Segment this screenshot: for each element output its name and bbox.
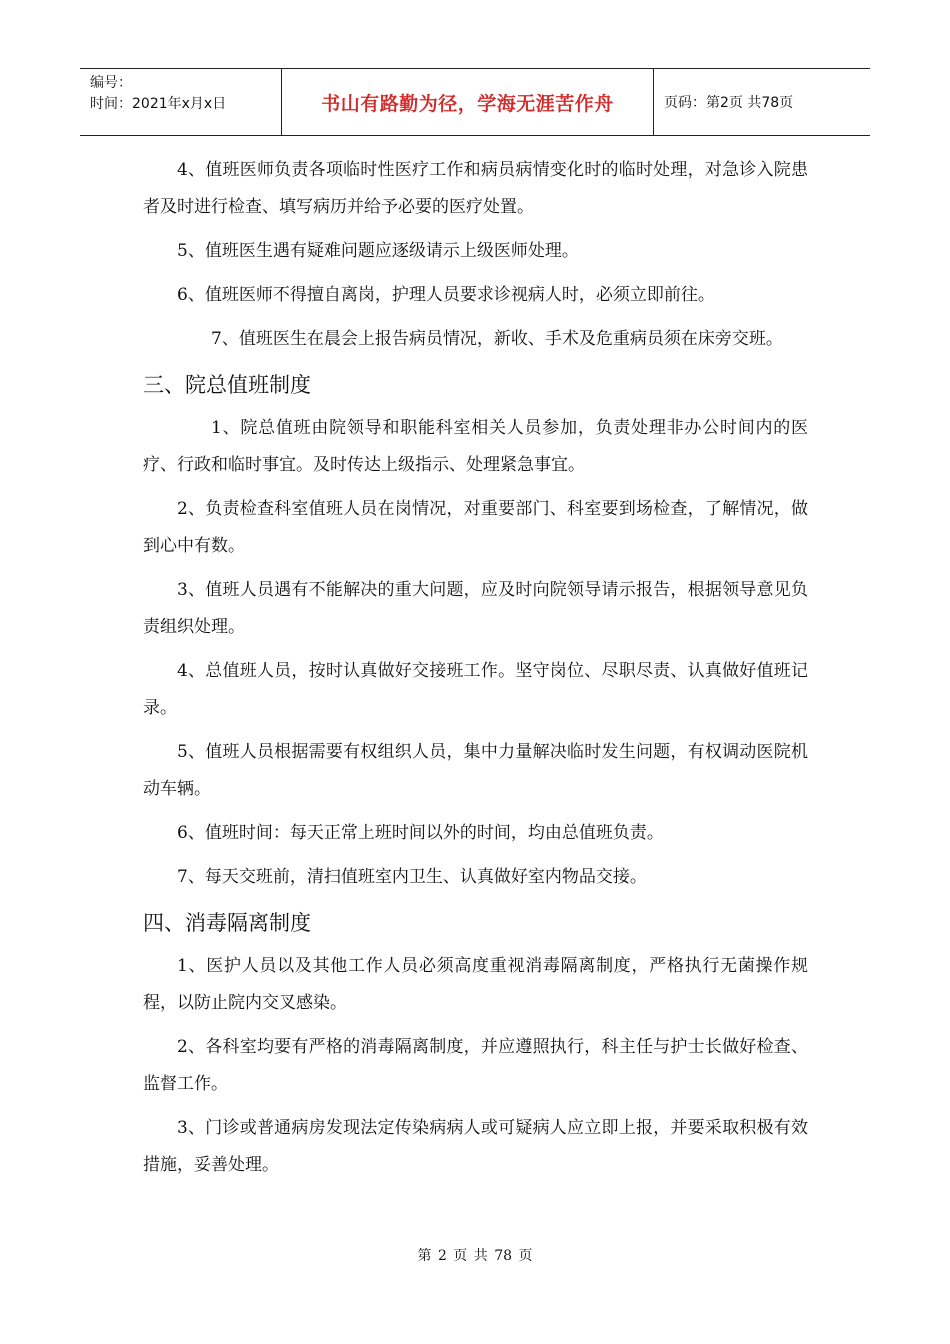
section-heading: 三、院总值班制度	[143, 373, 311, 397]
document-date: 时间：2021年x月x日	[90, 96, 227, 112]
document-body	[143, 152, 808, 1191]
paragraph: 5、值班医生遇有疑难问题应逐级请示上级医师处理。	[177, 241, 579, 261]
paragraph: 1、医护人员以及其他工作人员必须高度重视消毒隔离制度，严格执行无菌操作规程，以防止院内交叉感染。	[143, 956, 808, 1013]
paragraph: 6、值班时间：每天正常上班时间以外的时间，均由总值班负责。	[177, 823, 664, 843]
paragraph: 2、负责检查科室值班人员在岗情况，对重要部门、科室要到场检查，了解情况，做到心中有数。	[143, 499, 808, 556]
page-footer: 第 2 页 共 78 页	[417, 1248, 533, 1264]
paragraph: 4、总值班人员，按时认真做好交接班工作。坚守岗位、尽职尽责、认真做好值班记录。	[143, 661, 808, 718]
header-meta	[80, 69, 282, 135]
section-heading: 四、消毒隔离制度	[143, 911, 311, 935]
paragraph: 2、各科室均要有严格的消毒隔离制度，并应遵照执行，科主任与护士长做好检查、监督工作。	[143, 1037, 808, 1094]
paragraph: 7、每天交班前，清扫值班室内卫生、认真做好室内物品交接。	[177, 867, 647, 887]
page-header	[80, 68, 870, 136]
paragraph: 5、值班人员根据需要有权组织人员，集中力量解决临时发生问题，有权调动医院机动车辆。	[143, 742, 808, 799]
paragraph: 7、值班医生在晨会上报告病员情况，新收、手术及危重病员须在床旁交班。	[211, 329, 783, 349]
paragraph: 1、院总值班由院领导和职能科室相关人员参加，负责处理非办公时间内的医疗、行政和临时事宜。及时传达上级指示、处理紧急事宜。	[143, 418, 808, 475]
paragraph: 3、值班人员遇有不能解决的重大问题，应及时向院领导请示报告，根据领导意见负责组织处理。	[143, 580, 808, 637]
header-motto: 书山有路勤为径，学海无涯苦作舟	[282, 69, 654, 135]
paragraph: 3、门诊或普通病房发现法定传染病病人或可疑病人应立即上报，并要采取积极有效措施，妥善处理。	[143, 1118, 808, 1175]
paragraph: 4、值班医师负责各项临时性医疗工作和病员病情变化时的临时处理，对急诊入院患者及时进行检查、填写病历并给予必要的医疗处置。	[143, 160, 808, 217]
document-number: 编号：	[90, 75, 132, 91]
header-page-info: 页码：第2页 共78页	[664, 95, 794, 111]
paragraph: 6、值班医师不得擅自离岗，护理人员要求诊视病人时，必须立即前往。	[177, 285, 715, 305]
